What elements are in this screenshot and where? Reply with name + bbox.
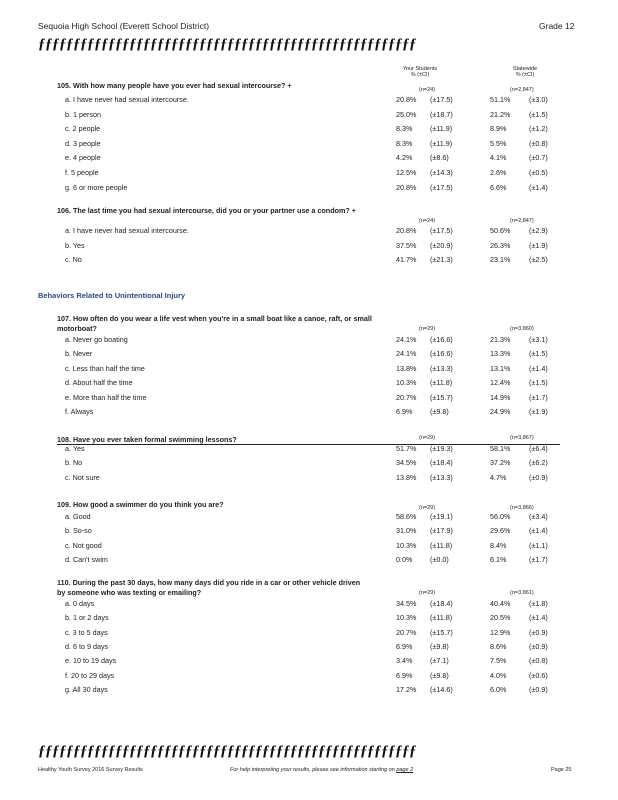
statewide-percent: 12.4% — [490, 378, 511, 387]
answer-label: a. I have never had sexual intercourse. — [65, 226, 189, 235]
answer-label: c. Not good — [65, 541, 102, 550]
question-text: 105. With how many people have you ever had sexual intercourse? + — [57, 81, 292, 90]
your-students-ci: (±0.0) — [430, 555, 449, 564]
statewide-ci: (±0.8) — [529, 139, 548, 148]
your-students-ci: (±20.9) — [430, 241, 453, 250]
your-students-percent: 3.4% — [396, 656, 413, 665]
answer-label: c. Not sure — [65, 473, 100, 482]
your-students-ci-label: % (±CI) — [410, 72, 430, 78]
header-decoration: ƒƒƒƒƒƒƒƒƒƒƒƒƒƒƒƒƒƒƒƒƒƒƒƒƒƒƒƒƒƒƒƒƒƒƒƒƒƒƒƒƒƒƒƒƒƒƒƒƒƒƒƒƒƒ — [38, 36, 416, 52]
statewide-ci: (±1.4) — [529, 183, 548, 192]
statewide-percent: 26.3% — [490, 241, 511, 250]
answer-label: f. 20 to 29 days — [65, 671, 115, 680]
n-statewide: (n=2,847) — [510, 218, 534, 224]
statewide-ci: (±1.4) — [529, 526, 548, 535]
statewide-percent: 58.1% — [490, 444, 511, 453]
answer-label: d. About half the time — [65, 378, 133, 387]
footer-left: Healthy Youth Survey 2016 Survey Results — [38, 767, 143, 773]
your-students-percent: 31.0% — [396, 526, 417, 535]
statewide-label: Statewide — [512, 66, 538, 72]
n-local: (n=24) — [419, 218, 436, 224]
statewide-percent: 23.1% — [490, 255, 511, 264]
statewide-ci: (±3.1) — [529, 335, 548, 344]
statewide-heading — [505, 66, 545, 78]
answer-label: c. 3 to 5 days — [65, 628, 108, 637]
statewide-percent: 14.9% — [490, 393, 511, 402]
statewide-ci: (±1.8) — [529, 599, 548, 608]
your-students-ci: (±14.3) — [430, 168, 453, 177]
your-students-percent: 37.5% — [396, 241, 417, 250]
statewide-ci: (±1.1) — [529, 541, 548, 550]
answer-label: b. So-so — [65, 526, 92, 535]
answer-label: c. Less than half the time — [65, 364, 145, 373]
your-students-ci: (±17.5) — [430, 95, 453, 104]
your-students-ci: (±11.9) — [430, 139, 453, 148]
your-students-percent: 20.8% — [396, 95, 417, 104]
statewide-percent: 40.4% — [490, 599, 511, 608]
answer-label: e. More than half the time — [65, 393, 147, 402]
statewide-percent: 8.9% — [490, 124, 507, 133]
statewide-percent: 13.3% — [490, 349, 511, 358]
answer-label: c. No — [65, 255, 82, 264]
your-students-percent: 20.8% — [396, 183, 417, 192]
answer-label: d. Can't swim — [65, 555, 108, 564]
answer-label: b. 1 person — [65, 110, 101, 119]
your-students-ci: (±19.3) — [430, 444, 453, 453]
statewide-ci: (±1.9) — [529, 407, 548, 416]
your-students-percent: 0.0% — [396, 555, 413, 564]
footer-decoration: ƒƒƒƒƒƒƒƒƒƒƒƒƒƒƒƒƒƒƒƒƒƒƒƒƒƒƒƒƒƒƒƒƒƒƒƒƒƒƒƒƒƒƒƒƒƒƒƒƒƒƒƒƒƒ — [38, 743, 416, 759]
your-students-ci: (±18.7) — [430, 110, 453, 119]
statewide-percent: 37.2% — [490, 458, 511, 467]
your-students-percent: 10.3% — [396, 378, 417, 387]
statewide-ci: (±0.6) — [529, 671, 548, 680]
your-students-percent: 34.5% — [396, 599, 417, 608]
question-text: 106. The last time you had sexual intercourse, did you or your partner use a condom? + — [57, 206, 356, 215]
n-statewide: (n=3,867) — [510, 435, 534, 441]
n-local: (n=29) — [419, 590, 436, 596]
statewide-ci: (±3.4) — [529, 512, 548, 521]
statewide-ci: (±2.9) — [529, 226, 548, 235]
answer-label: b. 1 or 2 days — [65, 613, 109, 622]
answer-label: c. 2 people — [65, 124, 101, 133]
your-students-ci: (±13.3) — [430, 364, 453, 373]
your-students-percent: 8.3% — [396, 124, 413, 133]
your-students-percent: 13.8% — [396, 473, 417, 482]
your-students-ci: (±15.7) — [430, 393, 453, 402]
question-text: 107. How often do you wear a life vest when you're in a small boat like a canoe, raft, or small motorboat? — [57, 314, 372, 333]
your-students-percent: 34.5% — [396, 458, 417, 467]
statewide-ci: (±1.5) — [529, 110, 548, 119]
statewide-percent: 6.1% — [490, 555, 507, 564]
statewide-ci: (±0.5) — [529, 168, 548, 177]
your-students-ci: (±19.1) — [430, 512, 453, 521]
statewide-percent: 4.7% — [490, 473, 507, 482]
your-students-ci: (±14.6) — [430, 685, 453, 694]
statewide-percent: 7.5% — [490, 656, 507, 665]
question-text: 110. During the past 30 days, how many days did you ride in a car or other vehicle driven by someone who was texting or emailing? — [57, 578, 361, 597]
statewide-percent: 8.4% — [490, 541, 507, 550]
statewide-ci: (±1.5) — [529, 349, 548, 358]
your-students-ci: (±21.3) — [430, 255, 453, 264]
statewide-percent: 6.0% — [490, 685, 507, 694]
your-students-ci: (±11.9) — [430, 124, 453, 133]
answer-label: d. 6 to 9 days — [65, 642, 109, 651]
statewide-ci: (±1.7) — [529, 393, 548, 402]
n-local: (n=29) — [419, 505, 436, 511]
statewide-ci: (±6.4) — [529, 444, 548, 453]
statewide-ci: (±0.9) — [529, 628, 548, 637]
your-students-ci: (±9.8) — [430, 671, 449, 680]
statewide-ci: (±0.8) — [529, 656, 548, 665]
answer-label: b. Yes — [65, 241, 85, 250]
answer-label: e. 10 to 19 days — [65, 656, 117, 665]
footer-help-text: For help interpreting your results, please see information starting on — [230, 767, 395, 773]
your-students-percent: 20.7% — [396, 393, 417, 402]
n-local: (n=24) — [419, 87, 436, 93]
your-students-percent: 10.3% — [396, 541, 417, 550]
statewide-ci: (±1.4) — [529, 613, 548, 622]
answer-label: b. Never — [65, 349, 93, 358]
statewide-percent: 6.6% — [490, 183, 507, 192]
your-students-percent: 24.1% — [396, 349, 417, 358]
your-students-percent: 17.2% — [396, 685, 417, 694]
your-students-ci: (±18.4) — [430, 599, 453, 608]
statewide-ci: (±1.4) — [529, 364, 548, 373]
your-students-ci: (±17.5) — [430, 226, 453, 235]
your-students-label: Your Students — [402, 66, 438, 72]
statewide-percent: 12.9% — [490, 628, 511, 637]
your-students-ci: (±11.8) — [430, 541, 453, 550]
answer-label: a. Yes — [65, 444, 85, 453]
your-students-ci: (±17.5) — [430, 183, 453, 192]
your-students-ci: (±11.8) — [430, 378, 453, 387]
your-students-percent: 51.7% — [396, 444, 417, 453]
statewide-percent: 21.3% — [490, 335, 511, 344]
your-students-ci: (±9.8) — [430, 407, 449, 416]
n-statewide: (n=3,861) — [510, 590, 534, 596]
your-students-ci: (±11.8) — [430, 613, 453, 622]
statewide-percent: 50.6% — [490, 226, 511, 235]
your-students-percent: 20.8% — [396, 226, 417, 235]
answer-label: g. 6 or more people — [65, 183, 128, 192]
your-students-ci: (±8.6) — [430, 153, 449, 162]
section-divider-line — [57, 444, 560, 445]
statewide-ci: (±6.2) — [529, 458, 548, 467]
your-students-percent: 4.2% — [396, 153, 413, 162]
your-students-ci: (±16.6) — [430, 349, 453, 358]
your-students-ci: (±13.3) — [430, 473, 453, 482]
question-text: 109. How good a swimmer do you think you are? — [57, 500, 224, 509]
statewide-ci: (±2.5) — [529, 255, 548, 264]
your-students-heading — [396, 66, 444, 78]
your-students-percent: 12.5% — [396, 168, 417, 177]
footer-middle — [230, 767, 413, 773]
answer-label: a. Never go boating — [65, 335, 128, 344]
statewide-ci: (±0.9) — [529, 685, 548, 694]
statewide-percent: 21.2% — [490, 110, 511, 119]
statewide-percent: 13.1% — [490, 364, 511, 373]
statewide-percent: 29.6% — [490, 526, 511, 535]
answer-label: f. Always — [65, 407, 94, 416]
statewide-ci: (±3.0) — [529, 95, 548, 104]
your-students-percent: 6.9% — [396, 671, 413, 680]
your-students-percent: 58.6% — [396, 512, 417, 521]
your-students-percent: 24.1% — [396, 335, 417, 344]
your-students-ci: (±17.9) — [430, 526, 453, 535]
statewide-ci-label: % (±CI) — [515, 72, 535, 78]
your-students-percent: 10.3% — [396, 613, 417, 622]
answer-label: a. I have never had sexual intercourse. — [65, 95, 189, 104]
answer-label: a. Good — [65, 512, 91, 521]
answer-label: g. All 30 days — [65, 685, 108, 694]
statewide-ci: (±0.9) — [529, 473, 548, 482]
your-students-ci: (±18.4) — [430, 458, 453, 467]
n-statewide: (n=3,866) — [510, 505, 534, 511]
answer-label: f. 5 people — [65, 168, 99, 177]
your-students-ci: (±16.6) — [430, 335, 453, 344]
statewide-percent: 2.6% — [490, 168, 507, 177]
n-statewide: (n=2,847) — [510, 87, 534, 93]
your-students-ci: (±9.8) — [430, 642, 449, 651]
your-students-ci: (±15.7) — [430, 628, 453, 637]
statewide-ci: (±0.9) — [529, 642, 548, 651]
your-students-percent: 6.9% — [396, 407, 413, 416]
grade-label: Grade 12 — [539, 21, 575, 31]
your-students-ci: (±7.1) — [430, 656, 449, 665]
statewide-percent: 4.0% — [490, 671, 507, 680]
statewide-ci: (±1.7) — [529, 555, 548, 564]
answer-label: b. No — [65, 458, 83, 467]
section-title: Behaviors Related to Unintentional Injury — [38, 291, 186, 300]
statewide-percent: 4.1% — [490, 153, 507, 162]
answer-label: e. 4 people — [65, 153, 101, 162]
school-header: Sequoia High School (Everett School District) — [38, 21, 210, 31]
statewide-ci: (±0.7) — [529, 153, 548, 162]
answer-label: d. 3 people — [65, 139, 101, 148]
statewide-ci: (±1.5) — [529, 378, 548, 387]
answer-label: a. 0 days — [65, 599, 95, 608]
n-local: (n=29) — [419, 326, 436, 332]
your-students-percent: 20.7% — [396, 628, 417, 637]
your-students-percent: 25.0% — [396, 110, 417, 119]
statewide-percent: 51.1% — [490, 95, 511, 104]
your-students-percent: 8.3% — [396, 139, 413, 148]
statewide-ci: (±1.2) — [529, 124, 548, 133]
statewide-percent: 56.0% — [490, 512, 511, 521]
your-students-percent: 6.9% — [396, 642, 413, 651]
statewide-percent: 20.5% — [490, 613, 511, 622]
statewide-percent: 5.5% — [490, 139, 507, 148]
statewide-percent: 8.6% — [490, 642, 507, 651]
n-statewide: (n=3,860) — [510, 326, 534, 332]
n-local: (n=29) — [419, 435, 436, 441]
question-text: 108. Have you ever taken formal swimming lessons? — [57, 435, 237, 444]
statewide-ci: (±1.9) — [529, 241, 548, 250]
your-students-percent: 13.8% — [396, 364, 417, 373]
statewide-percent: 24.9% — [490, 407, 511, 416]
your-students-percent: 41.7% — [396, 255, 417, 264]
footer-page-number: Page 25 — [551, 767, 572, 773]
footer-page-link[interactable]: page 2 — [396, 767, 414, 773]
